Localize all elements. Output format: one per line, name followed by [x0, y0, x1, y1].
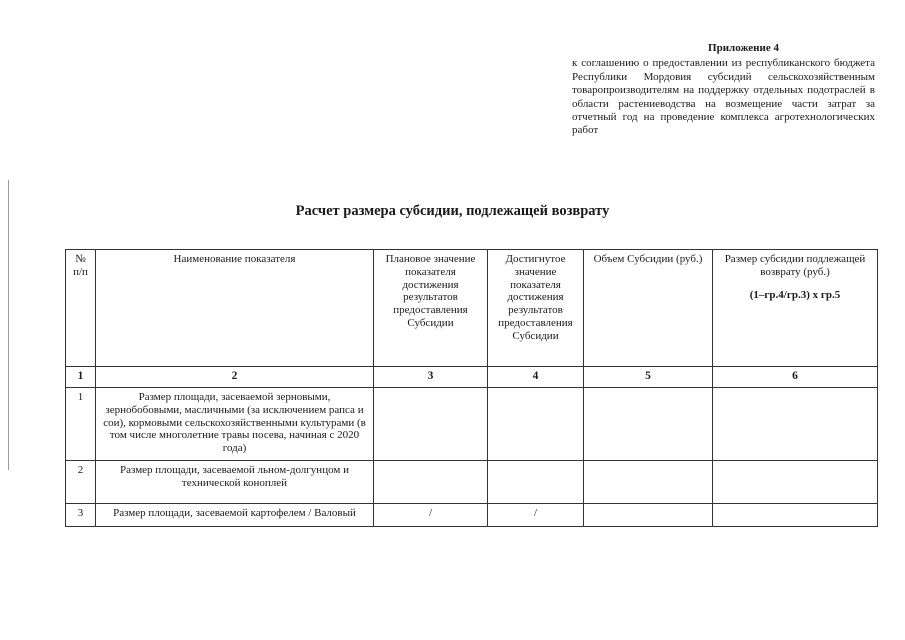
header-achieved-value: Достигнутое значение показателя достижения результатов предоставления Субсидии: [488, 250, 584, 367]
table-header-row: [66, 250, 878, 367]
header-subsidy-volume: Объем Субсидии (руб.): [584, 250, 713, 367]
header-planned-value: Плановое значение показателя достижения результатов предоставления Субсидии: [374, 250, 488, 367]
indicator-name: Размер площади, засеваемой зерновыми, зернобобовыми, масличными (за исключением рапса и сои), кормовыми сельскохозяйственными культурами (в том числе многолетние травы посева, начиная с 2020 года): [96, 388, 374, 461]
indicator-name: Размер площади, засеваемой льном-долгунцом и технической коноплей: [96, 461, 374, 504]
indicator-name: Размер площади, засеваемой картофелем / Валовый: [96, 504, 374, 527]
planned-value-cell: /: [374, 504, 488, 527]
column-number: 6: [713, 367, 878, 388]
achieved-value-cell: /: [488, 504, 584, 527]
column-number: 3: [374, 367, 488, 388]
refund-amount-cell: [713, 504, 878, 527]
column-number: 2: [96, 367, 374, 388]
column-number: 5: [584, 367, 713, 388]
document-title: Расчет размера субсидии, подлежащей возврату: [295, 203, 610, 219]
table-row: [66, 461, 878, 504]
planned-value-cell: [374, 388, 488, 461]
appendix-block: [572, 42, 875, 138]
subsidy-volume-cell: [584, 504, 713, 527]
column-number: 4: [488, 367, 584, 388]
row-number: 3: [66, 504, 96, 527]
appendix-body: к соглашению о предоставлении из республиканского бюджета Республики Мордовия субсидий сельскохозяйственным товаропроизводителям на поддержку отдельных подотраслей в области растениеводства на возмещение части затрат за отчетный год на проведение комплекса агротехнологических работ: [572, 57, 875, 137]
row-number: 2: [66, 461, 96, 504]
header-refund-formula: (1–гр.4/гр.3) x гр.5: [749, 288, 841, 301]
row-number: 1: [66, 388, 96, 461]
table-row: [66, 388, 878, 461]
subsidy-refund-table: [65, 249, 878, 527]
header-number: № п/п: [66, 250, 96, 367]
column-number: 1: [66, 367, 96, 388]
subsidy-volume-cell: [584, 461, 713, 504]
refund-amount-cell: [713, 461, 878, 504]
subsidy-volume-cell: [584, 388, 713, 461]
table-row: [66, 504, 878, 527]
achieved-value-cell: [488, 461, 584, 504]
refund-amount-cell: [713, 388, 878, 461]
header-refund-label: Размер субсидии подлежащей возврату (руб.): [724, 253, 866, 278]
appendix-title: Приложение 4: [708, 42, 779, 54]
achieved-value-cell: [488, 388, 584, 461]
header-indicator-name: Наименование показателя: [96, 250, 374, 367]
column-number-row: [66, 367, 878, 388]
header-refund-amount: [713, 250, 878, 367]
binding-margin-line: [8, 180, 9, 470]
planned-value-cell: [374, 461, 488, 504]
